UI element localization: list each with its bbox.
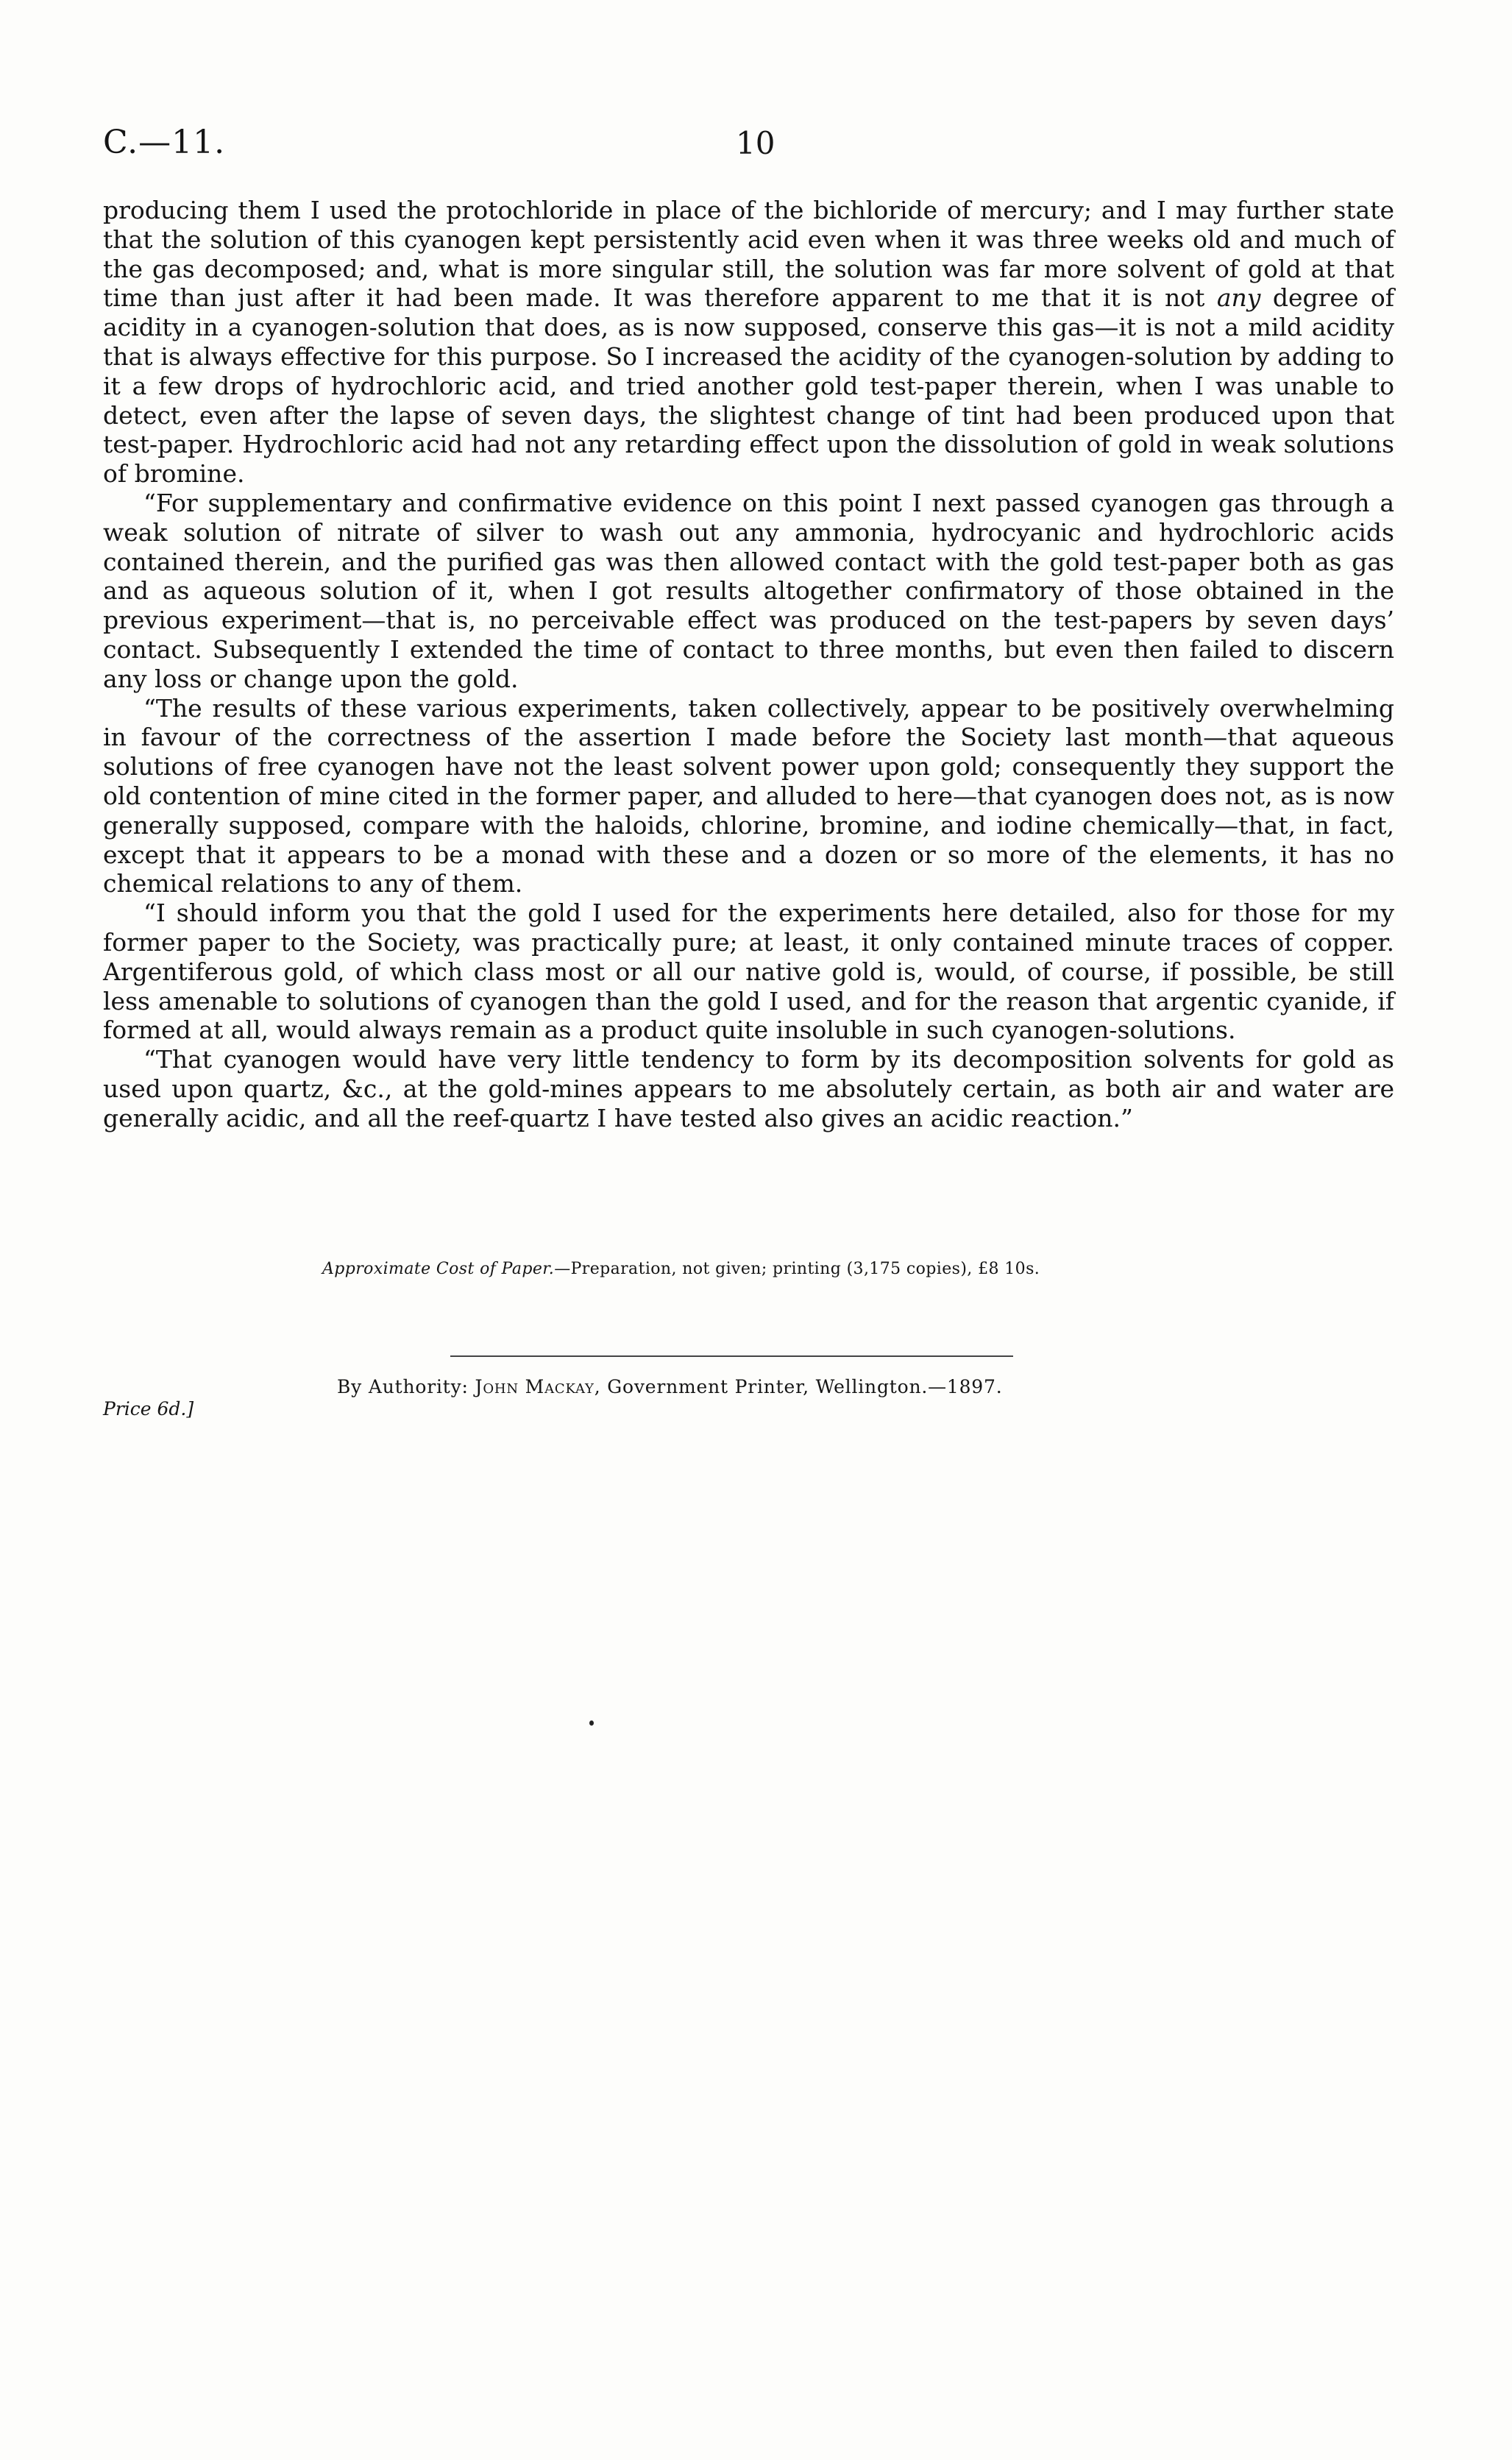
imprint-prefix: By Authority: [337,1376,469,1397]
paragraph-4: “I should inform you that the gold I used for the experiments here detailed, also for those for my former paper to the Society, was practically pure; at least, it only contained minute traces of copper. Argentiferous gold, of which class most or all our native gold is, would, of course, if possible, be still less amenable to solutions of cyanogen than the gold I used, and for the reason that argentic cyanide, if formed at all, would always remain as a product quite insoluble in such cyanogen-solutions. [103,898,1394,1045]
printer-imprint [337,1376,1002,1397]
paragraph-2: “For supplementary and confirmative evidence on this point I next passed cyanogen gas through a weak solution of nitrate of silver to wash out any ammonia, hydrocyanic and hydrochloric acids contained therein, and the purified gas was then allowed contact with the gold test-paper both as gas and as aqueous solution of it, when I got results altogether confirmatory of those obtained in the previous experiment—that is, no perceivable effect was produced on the test-papers by seven days’ contact. Subsequently I extended the time of contact to three months, but even then failed to discern any loss or change upon the gold. [103,488,1394,693]
cost-note [322,1260,1040,1278]
paragraph-1-rest: degree of acidity in a cyanogen-solution that does, as is now supposed, conserve this gas—it is not a mild acidity that is always effective for this purpose. So I increased the acidity of the cyanogen-solution by adding to it a few drops of hydrochloric acid, and tried another gold test-paper therein, when I was unable to detect, even after the lapse of seven days, the slightest change of tint had been produced upon that test-paper. Hydrochloric acid had not any retarding effect upon the dissolution of gold in weak solutions of bromine. [103,283,1394,489]
paragraph-1-start: producing them I used the protochloride in place of the bichloride of mercury; and I may further state that the solution of this cyanogen kept persistently acid even when it was three weeks old and much of the gas decomposed; and, what is more singular still, the solution was far more solvent of gold at that time than just after it had been made. It was therefore apparent to me that it is not [103,196,1394,313]
paragraph-1 [103,196,1394,489]
ink-speck [589,1720,594,1726]
printer-name: John Mackay [475,1376,594,1397]
page-number: 10 [736,125,775,161]
paragraph-3: “The results of these various experiments, taken collectively, appear to be positively overwhelming in favour of the correctness of the assertion I made before the Society last month—that aqueous solutions of free cyanogen have not the least solvent power upon gold; consequently they support the old contention of mine cited in the former paper, and alluded to here—that cyanogen does not, as is now generally supposed, compare with the haloids, chlorine, bromine, and iodine chemically—that, in fact, except that it appears to be a monad with these and a dozen or so more of the elements, it has no chemical relations to any of them. [103,693,1394,898]
document-reference: C.—11. [103,124,226,161]
price-note: Price 6d.] [103,1398,194,1419]
divider-rule [450,1355,1013,1357]
emphasis-any: any [1216,283,1261,313]
cost-label: Approximate Cost of Paper. [322,1260,555,1278]
paragraph-5: “That cyanogen would have very little tendency to form by its decomposition solvents for gold as used upon quartz, &c., at the gold-mines appears to me absolutely certain, as both air and water are generally acidic, and all the reef-quartz I have tested also gives an acidic reaction.” [103,1045,1394,1132]
imprint-suffix: , Government Printer, Wellington.—1897. [594,1376,1003,1397]
body-text [103,196,1394,1133]
cost-text: —Preparation, not given; printing (3,175 copies), £8 10s. [554,1260,1040,1278]
